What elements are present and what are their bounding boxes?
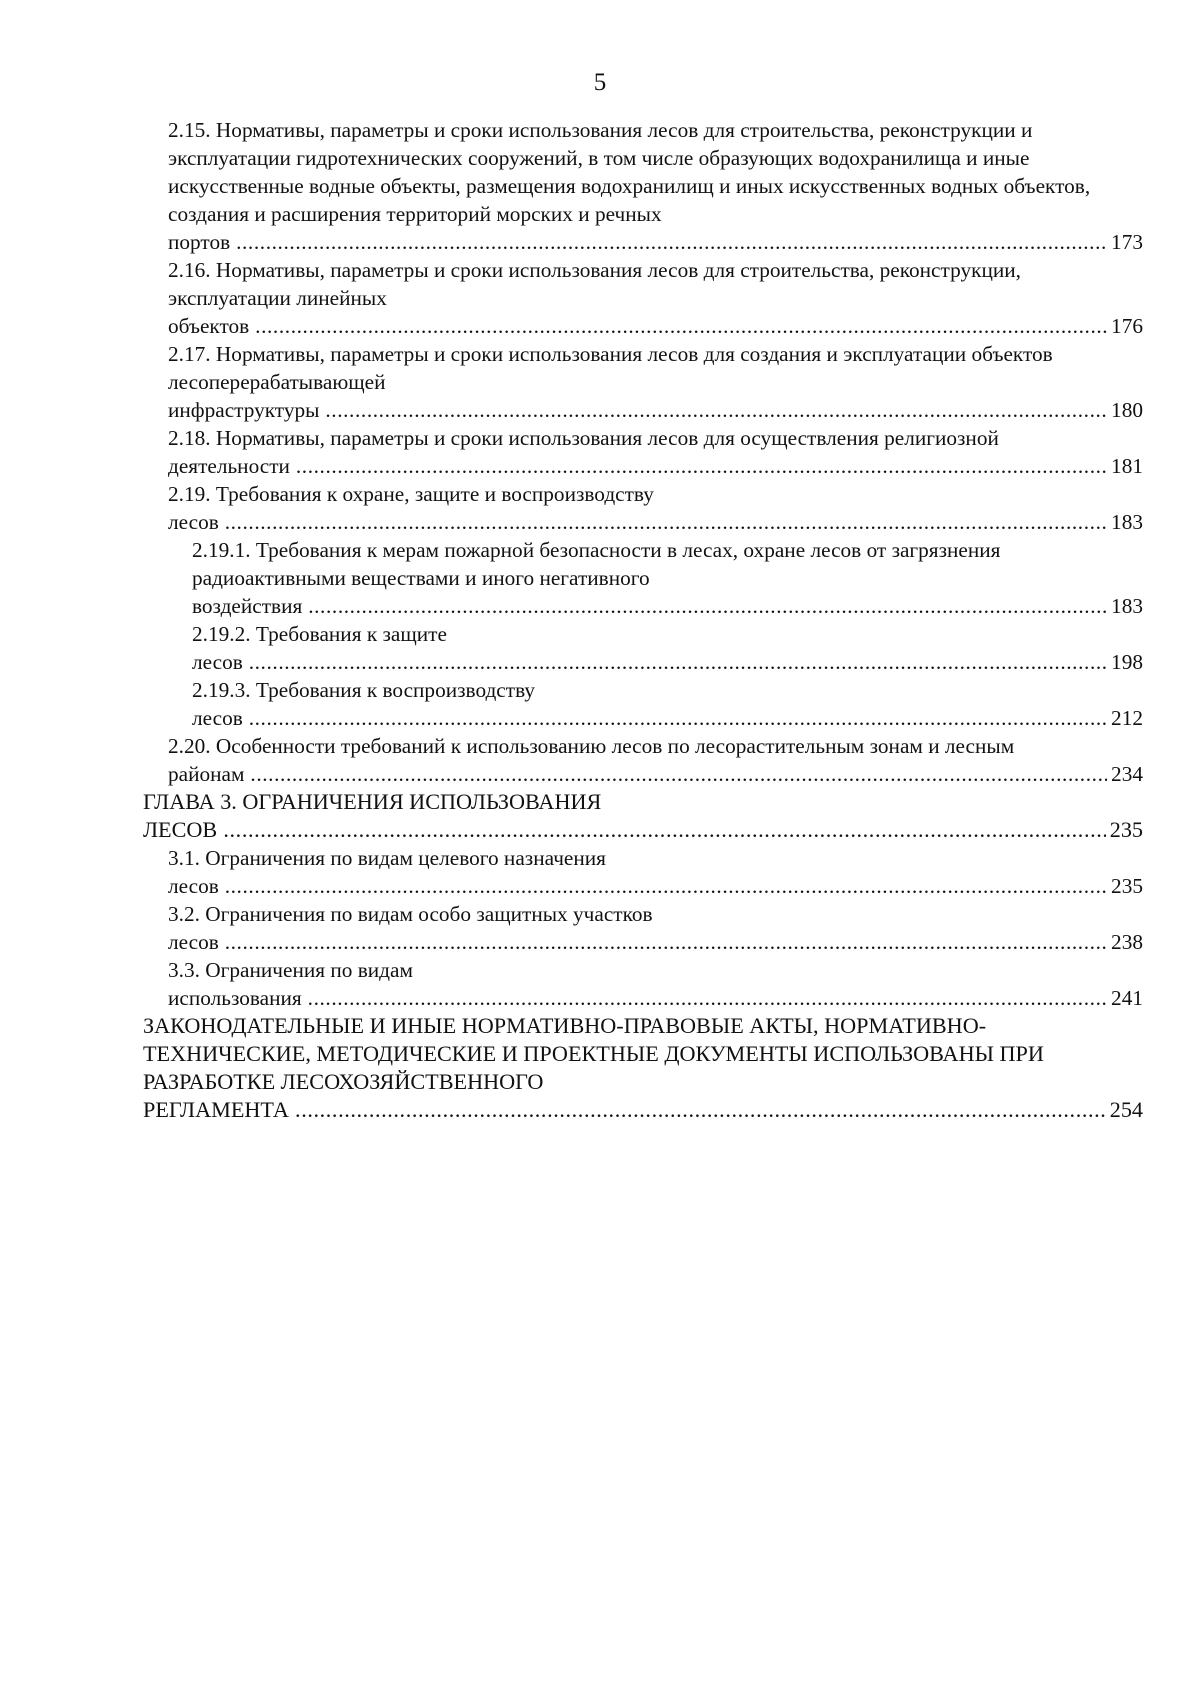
toc-entry-page: 183 (1107, 592, 1143, 620)
toc-entry-page: 254 (1106, 1096, 1143, 1124)
toc-entry-title: ЗАКОНОДАТЕЛЬНЫЕ И ИНЫЕ НОРМАТИВНО-ПРАВОВЫЕ АКТЫ, НОРМАТИВНО-ТЕХНИЧЕСКИЕ, МЕТОДИЧЕСКИЕ И ПРОЕКТНЫЕ ДОКУМЕНТЫ ИСПОЛЬЗОВАНЫ ПРИ РАЗРАБОТКЕ ЛЕСОХОЗЯЙСТВЕННОГО РЕГЛАМЕНТА ..... (143, 1013, 1143, 1122)
toc-entry[interactable] (143, 424, 1143, 480)
toc-entry[interactable] (143, 340, 1143, 424)
toc-entry-title: 2.19.1. Требования к мерам пожарной безопасности в лесах, охране лесов от загрязнения радиоактивными веществами и иного негативного воздействия ..... (192, 538, 1143, 618)
toc-entry-title: 2.19. Требования к охране, защите и воспроизводству лесов ..... (168, 482, 1143, 534)
toc-entry[interactable] (143, 676, 1143, 732)
toc-entry[interactable] (143, 536, 1143, 620)
toc-entry-page: 235 (1107, 872, 1143, 900)
toc-entry-title: 3.1. Ограничения по видам целевого назначения лесов ..... (168, 846, 1143, 898)
toc-entry[interactable] (143, 256, 1143, 340)
toc-entry-title: ГЛАВА 3. ОГРАНИЧЕНИЯ ИСПОЛЬЗОВАНИЯ ЛЕСОВ ..... (143, 789, 1143, 842)
toc-entry-page: 181 (1107, 452, 1143, 480)
table-of-contents (143, 116, 1143, 1124)
toc-entry[interactable] (143, 620, 1143, 676)
toc-entry-page: 212 (1107, 704, 1143, 732)
toc-entry-title: 3.3. Ограничения по видам использования ..... (168, 958, 1143, 1010)
toc-entry-page: 173 (1107, 228, 1143, 256)
toc-entry-title: 2.19.2. Требования к защите лесов ..... (192, 622, 1143, 674)
toc-entry-chapter[interactable] (143, 1012, 1143, 1124)
toc-entry[interactable] (143, 900, 1143, 956)
toc-entry-title: 2.17. Нормативы, параметры и сроки использования лесов для создания и эксплуатации объектов лесоперерабатывающей инфраструктуры ..... (168, 342, 1143, 422)
toc-entry[interactable] (143, 480, 1143, 536)
toc-entry-page: 176 (1107, 312, 1143, 340)
toc-entry-page: 234 (1107, 760, 1143, 788)
toc-entry-page: 198 (1107, 648, 1143, 676)
toc-entry-page: 235 (1106, 816, 1143, 844)
toc-entry-title: 2.15. Нормативы, параметры и сроки использования лесов для строительства, реконструкции и эксплуатации гидротехнических сооружений, в том числе образующих водохранилища и иные искусственные водные объекты, размещения водохранилищ и иных искусственных водных объектов, создания и расширения территорий морских и речных портов ..... (168, 118, 1143, 254)
toc-entry-title: 2.18. Нормативы, параметры и сроки использования лесов для осуществления религиозной деятельности ..... (168, 426, 1143, 478)
toc-entry-title: 2.16. Нормативы, параметры и сроки использования лесов для строительства, реконструкции, эксплуатации линейных объектов ..... (168, 258, 1143, 338)
toc-entry-page: 183 (1107, 508, 1143, 536)
toc-entry-chapter[interactable] (143, 788, 1143, 844)
toc-entry[interactable] (143, 116, 1143, 256)
page-number: 5 (593, 69, 607, 96)
toc-entry-page: 241 (1107, 984, 1143, 1012)
toc-entry-page: 180 (1107, 396, 1143, 424)
toc-entry-title: 2.20. Особенности требований к использованию лесов по лесорастительным зонам и лесным районам ..... (168, 734, 1143, 786)
toc-entry[interactable] (143, 956, 1143, 1012)
toc-entry-title: 3.2. Ограничения по видам особо защитных участков лесов ..... (168, 902, 1143, 954)
toc-entry-title: 2.19.3. Требования к воспроизводству лесов ..... (192, 678, 1143, 730)
toc-entry[interactable] (143, 732, 1143, 788)
toc-entry[interactable] (143, 844, 1143, 900)
toc-entry-page: 238 (1107, 928, 1143, 956)
